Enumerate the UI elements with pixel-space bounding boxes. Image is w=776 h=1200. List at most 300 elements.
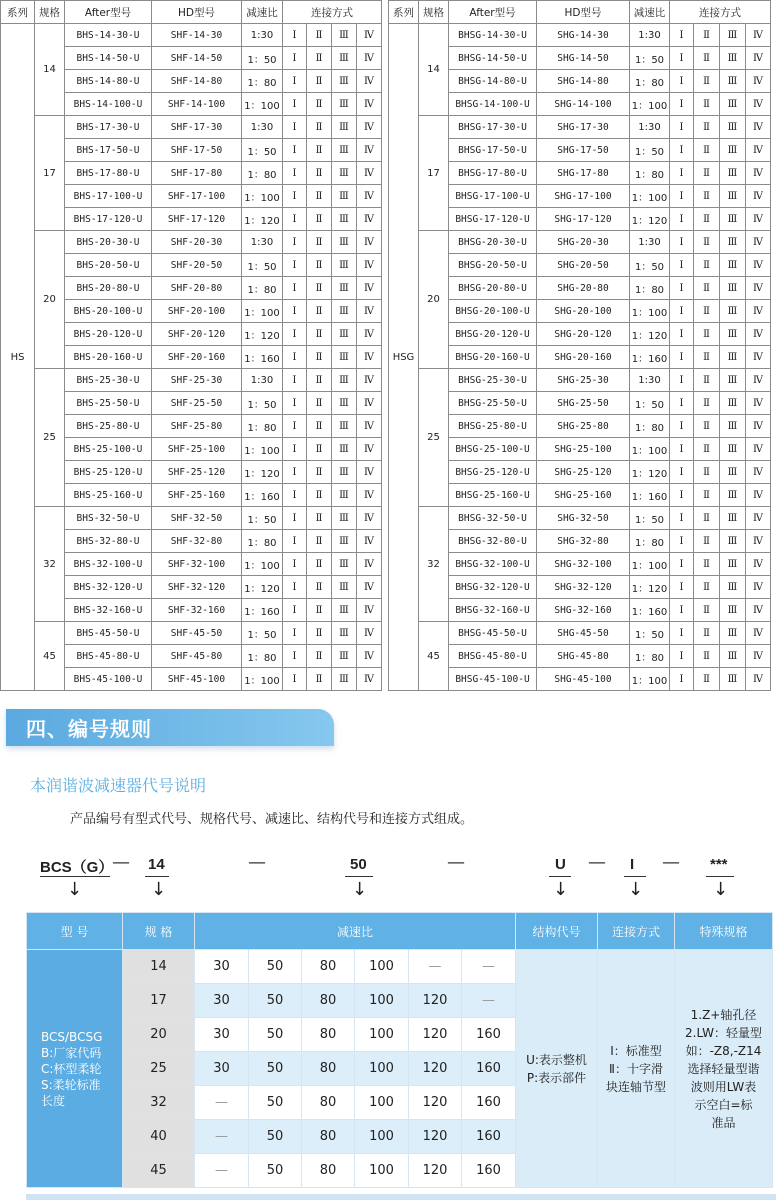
connection-mark-cell: Ⅰ xyxy=(283,323,307,346)
special-description-line: 1.Z+轴孔径 xyxy=(690,1007,757,1022)
special-description-line: 2.LW：轻量型 xyxy=(685,1025,762,1040)
special-description-line: 示空白=标 xyxy=(694,1097,753,1112)
ratio-cell: 50 xyxy=(249,984,302,1018)
after-model-cell: BHSG-17-100-U xyxy=(449,185,537,208)
ratio-cell: 1：80 xyxy=(630,70,670,93)
code-underline xyxy=(706,876,734,877)
connection-mark-cell: Ⅳ xyxy=(357,208,382,231)
spec-cell: 17 xyxy=(123,984,195,1018)
connection-mark-cell: Ⅱ xyxy=(694,70,720,93)
after-model-cell: BHSG-32-100-U xyxy=(449,553,537,576)
connection-mark-cell: Ⅰ xyxy=(670,392,694,415)
after-model-cell: BHSG-32-120-U xyxy=(449,576,537,599)
connection-mark-cell: Ⅰ xyxy=(670,277,694,300)
hd-model-cell: SHF-14-80 xyxy=(152,70,242,93)
ratio-cell: 1：80 xyxy=(242,645,283,668)
connection-mark-cell: Ⅲ xyxy=(332,139,357,162)
connection-mark-cell: Ⅰ xyxy=(670,162,694,185)
connection-mark-cell: Ⅱ xyxy=(307,392,332,415)
connection-mark-cell: Ⅳ xyxy=(357,70,382,93)
connection-mark-cell: Ⅱ xyxy=(307,576,332,599)
ratio-cell: 160 xyxy=(462,1018,516,1052)
ratio-cell: 1：120 xyxy=(630,208,670,231)
after-model-cell: BHSG-14-80-U xyxy=(449,70,537,93)
connection-mark-cell: Ⅱ xyxy=(694,668,720,691)
hd-model-cell: SHF-25-50 xyxy=(152,392,242,415)
hd-model-cell: SHG-32-160 xyxy=(537,599,630,622)
connection-mark-cell: Ⅱ xyxy=(694,162,720,185)
connection-mark-cell: Ⅲ xyxy=(720,461,746,484)
hd-model-cell: SHG-45-50 xyxy=(537,622,630,645)
hd-model-cell: SHF-17-50 xyxy=(152,139,242,162)
connection-mark-cell: Ⅳ xyxy=(357,668,382,691)
connection-mark-cell: Ⅲ xyxy=(720,208,746,231)
ratio-cell: 1：50 xyxy=(242,392,283,415)
after-model-cell: BHSG-20-120-U xyxy=(449,323,537,346)
hd-model-cell: SHG-45-100 xyxy=(537,668,630,691)
spec-cell: 25 xyxy=(123,1052,195,1086)
spec-cell: 32 xyxy=(35,507,65,622)
ratio-cell: 80 xyxy=(302,1086,355,1120)
after-model-cell: BHSG-25-80-U xyxy=(449,415,537,438)
spec-cell: 17 xyxy=(35,116,65,231)
connection-mark-cell: Ⅳ xyxy=(746,599,771,622)
hd-model-cell: SHF-32-160 xyxy=(152,599,242,622)
connection-mark-cell: Ⅳ xyxy=(746,530,771,553)
connection-mark-cell: Ⅲ xyxy=(720,346,746,369)
ratio-cell: — xyxy=(195,1154,249,1188)
after-model-cell: BHSG-20-30-U xyxy=(449,231,537,254)
section-subtitle: 本润谐波减速器代号说明 xyxy=(30,776,207,795)
ratio-cell: 160 xyxy=(462,1086,516,1120)
ratio-cell: 1：100 xyxy=(630,300,670,323)
ratio-cell: 50 xyxy=(249,1154,302,1188)
hd-model-cell: SHG-32-80 xyxy=(537,530,630,553)
connection-mark-cell: Ⅲ xyxy=(720,507,746,530)
connection-mark-cell: Ⅳ xyxy=(746,622,771,645)
spec-cell: 25 xyxy=(35,369,65,507)
connection-mark-cell: Ⅳ xyxy=(746,645,771,668)
ratio-cell: 1:30 xyxy=(242,116,283,139)
after-model-cell: BHS-17-80-U xyxy=(65,162,152,185)
after-model-cell: BHSG-20-100-U xyxy=(449,300,537,323)
ratio-cell: 1：50 xyxy=(630,139,670,162)
ratio-cell: 1：50 xyxy=(630,507,670,530)
after-model-cell: BHSG-14-100-U xyxy=(449,93,537,116)
header-spec: 规格 xyxy=(35,1,65,24)
connection-mark-cell: Ⅱ xyxy=(694,415,720,438)
connection-mark-cell: Ⅳ xyxy=(357,346,382,369)
connection-mark-cell: Ⅲ xyxy=(332,185,357,208)
ratio-cell: — xyxy=(195,1086,249,1120)
hd-model-cell: SHG-45-80 xyxy=(537,645,630,668)
after-model-cell: BHS-20-120-U xyxy=(65,323,152,346)
connection-mark-cell: Ⅰ xyxy=(283,668,307,691)
hd-model-cell: SHF-17-100 xyxy=(152,185,242,208)
connection-mark-cell: Ⅳ xyxy=(357,254,382,277)
after-model-cell: BHS-32-120-U xyxy=(65,576,152,599)
connection-mark-cell: Ⅳ xyxy=(746,507,771,530)
hd-model-cell: SHG-20-160 xyxy=(537,346,630,369)
hd-model-cell: SHG-20-50 xyxy=(537,254,630,277)
special-description-line: 准品 xyxy=(711,1115,736,1130)
after-model-cell: BHS-14-80-U xyxy=(65,70,152,93)
connection-mark-cell: Ⅲ xyxy=(720,599,746,622)
connection-mark-cell: Ⅱ xyxy=(307,277,332,300)
after-model-cell: BHS-32-160-U xyxy=(65,599,152,622)
hd-model-cell: SHF-20-120 xyxy=(152,323,242,346)
connection-mark-cell: Ⅱ xyxy=(307,346,332,369)
connection-mark-cell: Ⅱ xyxy=(694,24,720,47)
ratio-cell: 160 xyxy=(462,1052,516,1086)
ratio-cell: 1：160 xyxy=(630,346,670,369)
special-description-line: 波则用LW表 xyxy=(690,1079,757,1094)
ratio-cell: 50 xyxy=(249,1052,302,1086)
connection-mark-cell: Ⅲ xyxy=(720,116,746,139)
table-divider xyxy=(384,0,387,694)
connection-mark-cell: Ⅰ xyxy=(283,645,307,668)
connection-mark-cell: Ⅲ xyxy=(720,277,746,300)
type-description-line: 长度 xyxy=(41,1093,66,1108)
header-conn: 连接方式 xyxy=(598,913,675,950)
ratio-cell: 1：100 xyxy=(630,553,670,576)
connection-mark-cell: Ⅲ xyxy=(332,162,357,185)
connection-mark-cell: Ⅱ xyxy=(694,576,720,599)
ratio-cell: 50 xyxy=(249,950,302,984)
header-connection: 连接方式 xyxy=(670,1,771,24)
hd-model-cell: SHG-14-50 xyxy=(537,47,630,70)
after-model-cell: BHSG-20-80-U xyxy=(449,277,537,300)
hd-model-cell: SHG-17-30 xyxy=(537,116,630,139)
connection-mark-cell: Ⅱ xyxy=(307,162,332,185)
struct-description-line: U:表示整机 xyxy=(526,1052,587,1067)
connection-mark-cell: Ⅱ xyxy=(307,24,332,47)
hd-model-cell: SHG-25-50 xyxy=(537,392,630,415)
code-type: BCS（G） xyxy=(40,859,114,876)
connection-mark-cell: Ⅳ xyxy=(357,300,382,323)
ratio-cell: 50 xyxy=(249,1120,302,1154)
after-model-cell: BHSG-17-50-U xyxy=(449,139,537,162)
type-description xyxy=(27,950,123,1188)
connection-mark-cell: Ⅳ xyxy=(357,24,382,47)
ratio-cell: 1：100 xyxy=(242,300,283,323)
header-after-model: After型号 xyxy=(65,1,152,24)
spec-cell: 14 xyxy=(419,24,449,116)
connection-mark-cell: Ⅱ xyxy=(307,461,332,484)
connection-mark-cell: Ⅱ xyxy=(307,530,332,553)
ratio-cell: 1:30 xyxy=(242,369,283,392)
hd-model-cell: SHG-20-30 xyxy=(537,231,630,254)
connection-mark-cell: Ⅲ xyxy=(332,300,357,323)
connection-mark-cell: Ⅰ xyxy=(670,24,694,47)
ratio-cell: 100 xyxy=(355,1154,409,1188)
connection-mark-cell: Ⅲ xyxy=(332,576,357,599)
hd-model-cell: SHF-20-100 xyxy=(152,300,242,323)
connection-mark-cell: Ⅰ xyxy=(283,116,307,139)
header-series: 系列 xyxy=(389,1,419,24)
table-row xyxy=(389,507,771,530)
after-model-cell: BHS-25-30-U xyxy=(65,369,152,392)
ratio-cell: 1:30 xyxy=(242,24,283,47)
header-after-model: After型号 xyxy=(449,1,537,24)
connection-mark-cell: Ⅲ xyxy=(332,323,357,346)
bottom-bar xyxy=(26,1194,776,1200)
ratio-cell: 80 xyxy=(302,1052,355,1086)
struct-description-line: P:表示部件 xyxy=(526,1070,587,1085)
connection-mark-cell: Ⅱ xyxy=(307,599,332,622)
connection-mark-cell: Ⅲ xyxy=(720,231,746,254)
down-arrow-icon: ↓ xyxy=(628,879,644,900)
connection-mark-cell: Ⅳ xyxy=(357,323,382,346)
connection-mark-cell: Ⅳ xyxy=(746,553,771,576)
connection-mark-cell: Ⅱ xyxy=(307,645,332,668)
connection-mark-cell: Ⅱ xyxy=(307,254,332,277)
connection-mark-cell: Ⅳ xyxy=(746,24,771,47)
ratio-cell: 120 xyxy=(409,1120,462,1154)
ratio-cell: 100 xyxy=(355,950,409,984)
ratio-cell: 1：160 xyxy=(242,599,283,622)
hd-model-cell: SHG-17-80 xyxy=(537,162,630,185)
special-description-line: 如：-Z8,-Z14 xyxy=(685,1043,762,1058)
connection-mark-cell: Ⅱ xyxy=(307,231,332,254)
connection-mark-cell: Ⅲ xyxy=(332,369,357,392)
connection-mark-cell: Ⅰ xyxy=(670,530,694,553)
connection-mark-cell: Ⅲ xyxy=(720,24,746,47)
ratio-cell: 1：160 xyxy=(630,484,670,507)
connection-mark-cell: Ⅱ xyxy=(307,70,332,93)
after-model-cell: BHSG-45-80-U xyxy=(449,645,537,668)
section-banner xyxy=(6,709,334,746)
connection-mark-cell: Ⅰ xyxy=(670,93,694,116)
connection-mark-cell: Ⅱ xyxy=(694,185,720,208)
connection-description xyxy=(598,950,675,1188)
connection-mark-cell: Ⅱ xyxy=(694,346,720,369)
ratio-cell: 1：80 xyxy=(242,277,283,300)
type-description-line: B:厂家代码 xyxy=(41,1045,102,1060)
connection-mark-cell: Ⅳ xyxy=(746,346,771,369)
after-model-cell: BHS-14-50-U xyxy=(65,47,152,70)
connection-mark-cell: Ⅲ xyxy=(720,139,746,162)
connection-mark-cell: Ⅰ xyxy=(283,254,307,277)
connection-mark-cell: Ⅳ xyxy=(357,530,382,553)
ratio-cell: 1:30 xyxy=(630,116,670,139)
connection-mark-cell: Ⅲ xyxy=(332,47,357,70)
after-model-cell: BHS-17-100-U xyxy=(65,185,152,208)
connection-mark-cell: Ⅳ xyxy=(357,116,382,139)
connection-mark-cell: Ⅳ xyxy=(357,415,382,438)
ratio-cell: 1：50 xyxy=(242,254,283,277)
ratio-cell: 1：50 xyxy=(630,47,670,70)
ratio-cell: 1：120 xyxy=(630,576,670,599)
connection-mark-cell: Ⅰ xyxy=(283,484,307,507)
down-arrow-icon: ↓ xyxy=(553,879,569,900)
after-model-cell: BHSG-25-30-U xyxy=(449,369,537,392)
ratio-cell: 1：120 xyxy=(630,461,670,484)
connection-mark-cell: Ⅲ xyxy=(332,277,357,300)
connection-mark-cell: Ⅳ xyxy=(746,254,771,277)
connection-mark-cell: Ⅰ xyxy=(283,231,307,254)
after-model-cell: BHS-20-100-U xyxy=(65,300,152,323)
connection-mark-cell: Ⅰ xyxy=(283,70,307,93)
spec-cell: 14 xyxy=(123,950,195,984)
hd-model-cell: SHG-17-120 xyxy=(537,208,630,231)
connection-mark-cell: Ⅲ xyxy=(720,185,746,208)
connection-mark-cell: Ⅰ xyxy=(283,415,307,438)
ratio-cell: 120 xyxy=(409,984,462,1018)
spec-cell: 20 xyxy=(35,231,65,369)
after-model-cell: BHS-25-100-U xyxy=(65,438,152,461)
code-underline xyxy=(145,876,169,877)
table-row xyxy=(1,622,382,645)
connection-mark-cell: Ⅱ xyxy=(694,47,720,70)
ratio-cell: 1：100 xyxy=(242,185,283,208)
connection-mark-cell: Ⅲ xyxy=(332,553,357,576)
after-model-cell: BHS-32-50-U xyxy=(65,507,152,530)
hd-model-cell: SHG-17-100 xyxy=(537,185,630,208)
ratio-cell: 100 xyxy=(355,1052,409,1086)
after-model-cell: BHSG-17-80-U xyxy=(449,162,537,185)
hd-model-cell: SHF-45-50 xyxy=(152,622,242,645)
connection-mark-cell: Ⅳ xyxy=(746,369,771,392)
numbering-rule-table xyxy=(26,912,773,1188)
connection-mark-cell: Ⅳ xyxy=(357,369,382,392)
connection-mark-cell: Ⅰ xyxy=(670,622,694,645)
connection-mark-cell: Ⅰ xyxy=(283,185,307,208)
connection-mark-cell: Ⅱ xyxy=(307,139,332,162)
connection-mark-cell: Ⅲ xyxy=(720,530,746,553)
code-underline xyxy=(345,876,373,877)
hd-model-cell: SHF-45-80 xyxy=(152,645,242,668)
spec-cell: 25 xyxy=(419,369,449,507)
ratio-cell: 120 xyxy=(409,1154,462,1188)
connection-mark-cell: Ⅳ xyxy=(746,70,771,93)
table-row xyxy=(389,231,771,254)
connection-mark-cell: Ⅱ xyxy=(694,300,720,323)
connection-mark-cell: Ⅲ xyxy=(720,645,746,668)
after-model-cell: BHS-17-50-U xyxy=(65,139,152,162)
after-model-cell: BHS-17-30-U xyxy=(65,116,152,139)
hd-model-cell: SHF-17-80 xyxy=(152,162,242,185)
connection-mark-cell: Ⅰ xyxy=(670,116,694,139)
header-row xyxy=(1,1,382,24)
ratio-cell: 1：120 xyxy=(242,208,283,231)
struct-description xyxy=(516,950,598,1188)
connection-mark-cell: Ⅳ xyxy=(357,93,382,116)
after-model-cell: BHS-45-80-U xyxy=(65,645,152,668)
code-dash: — xyxy=(248,852,266,873)
code-underline xyxy=(40,876,110,877)
connection-mark-cell: Ⅰ xyxy=(283,461,307,484)
spec-cell: 17 xyxy=(419,116,449,231)
spec-cell: 45 xyxy=(419,622,449,691)
connection-mark-cell: Ⅰ xyxy=(670,47,694,70)
hd-model-cell: SHG-17-50 xyxy=(537,139,630,162)
connection-mark-cell: Ⅰ xyxy=(283,369,307,392)
connection-mark-cell: Ⅳ xyxy=(357,576,382,599)
hd-model-cell: SHG-14-30 xyxy=(537,24,630,47)
code-conn: I xyxy=(630,856,635,873)
connection-mark-cell: Ⅰ xyxy=(670,599,694,622)
ratio-cell: 1：120 xyxy=(242,323,283,346)
connection-mark-cell: Ⅲ xyxy=(720,162,746,185)
ratio-cell: 1：80 xyxy=(242,415,283,438)
connection-mark-cell: Ⅱ xyxy=(694,553,720,576)
connection-mark-cell: Ⅰ xyxy=(283,24,307,47)
ratio-cell: 1：120 xyxy=(242,576,283,599)
ratio-cell: 1：50 xyxy=(630,392,670,415)
ratio-cell: 1：80 xyxy=(630,277,670,300)
ratio-cell: 1：160 xyxy=(242,484,283,507)
ratio-cell: 80 xyxy=(302,950,355,984)
connection-mark-cell: Ⅳ xyxy=(746,116,771,139)
ratio-cell: 1：100 xyxy=(630,438,670,461)
connection-mark-cell: Ⅰ xyxy=(283,438,307,461)
header-hd-model: HD型号 xyxy=(152,1,242,24)
connection-mark-cell: Ⅱ xyxy=(694,139,720,162)
table-row xyxy=(389,622,771,645)
ratio-cell: — xyxy=(195,1120,249,1154)
hd-model-cell: SHF-14-50 xyxy=(152,47,242,70)
connection-mark-cell: Ⅳ xyxy=(357,553,382,576)
after-model-cell: BHS-32-80-U xyxy=(65,530,152,553)
connection-mark-cell: Ⅱ xyxy=(307,622,332,645)
after-model-cell: BHSG-25-160-U xyxy=(449,484,537,507)
ratio-cell: 30 xyxy=(195,950,249,984)
connection-mark-cell: Ⅱ xyxy=(694,208,720,231)
hd-model-cell: SHF-20-50 xyxy=(152,254,242,277)
connection-mark-cell: Ⅳ xyxy=(357,47,382,70)
ratio-cell: 1：100 xyxy=(630,93,670,116)
after-model-cell: BHS-20-160-U xyxy=(65,346,152,369)
ratio-cell: 30 xyxy=(195,1018,249,1052)
connection-mark-cell: Ⅲ xyxy=(720,415,746,438)
code-dash: — xyxy=(447,852,465,873)
spec-cell: 45 xyxy=(35,622,65,691)
ratio-cell: 120 xyxy=(409,1018,462,1052)
hd-model-cell: SHF-17-30 xyxy=(152,116,242,139)
after-model-cell: BHS-20-80-U xyxy=(65,277,152,300)
connection-mark-cell: Ⅲ xyxy=(332,622,357,645)
series-cell: HS xyxy=(1,24,35,691)
type-description-line: BCS/BCSG xyxy=(41,1029,103,1044)
connection-mark-cell: Ⅱ xyxy=(694,392,720,415)
ratio-cell: 1：120 xyxy=(630,323,670,346)
connection-mark-cell: Ⅰ xyxy=(670,346,694,369)
code-struct: U xyxy=(555,856,566,873)
connection-mark-cell: Ⅲ xyxy=(332,599,357,622)
connection-mark-cell: Ⅰ xyxy=(670,553,694,576)
code-dash: — xyxy=(588,852,606,873)
after-model-cell: BHSG-14-30-U xyxy=(449,24,537,47)
connection-mark-cell: Ⅲ xyxy=(332,530,357,553)
connection-mark-cell: Ⅰ xyxy=(670,300,694,323)
connection-mark-cell: Ⅲ xyxy=(332,415,357,438)
special-description xyxy=(675,950,773,1188)
ratio-cell: 1:30 xyxy=(630,24,670,47)
after-model-cell: BHS-25-120-U xyxy=(65,461,152,484)
connection-mark-cell: Ⅱ xyxy=(694,116,720,139)
after-model-cell: BHS-45-100-U xyxy=(65,668,152,691)
connection-mark-cell: Ⅲ xyxy=(720,668,746,691)
ratio-cell: 50 xyxy=(249,1086,302,1120)
hd-model-cell: SHG-25-120 xyxy=(537,461,630,484)
connection-mark-cell: Ⅳ xyxy=(746,277,771,300)
connection-mark-cell: Ⅲ xyxy=(720,70,746,93)
ratio-cell: — xyxy=(462,950,516,984)
ratio-cell: 1：100 xyxy=(630,668,670,691)
after-model-cell: BHS-14-100-U xyxy=(65,93,152,116)
connection-mark-cell: Ⅳ xyxy=(357,392,382,415)
